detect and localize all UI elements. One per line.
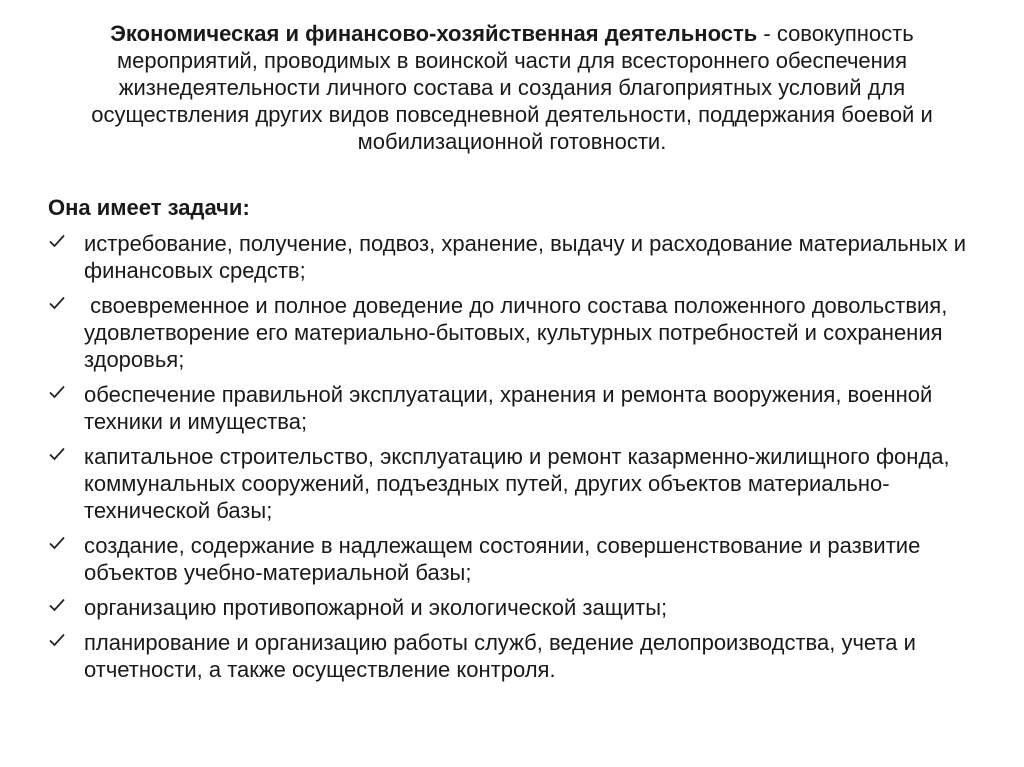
list-item xyxy=(48,443,968,524)
check-icon xyxy=(48,629,84,656)
task-text: обеспечение правильной эксплуатации, хранения и ремонта вооружения, военной техники и имущества; xyxy=(84,382,933,434)
list-item xyxy=(48,594,968,621)
list-item xyxy=(48,532,968,586)
check-icon xyxy=(48,532,84,559)
list-item xyxy=(48,292,968,373)
task-text: создание, содержание в надлежащем состоянии, совершенствование и развитие объектов учебно-материальной базы; xyxy=(84,533,921,585)
task-text: своевременное и полное доведение до личного состава положенного довольствия, удовлетворение его материально-бытовых, культурных потребностей и сохранения здоровья; xyxy=(84,293,954,372)
task-text: капитальное строительство, эксплуатацию и ремонт казарменно-жилищного фонда, коммунальных сооружений, подъездных путей, других объектов материально-технической базы; xyxy=(84,444,950,523)
check-icon xyxy=(48,381,84,408)
list-item xyxy=(48,629,968,683)
definition-dash: - xyxy=(757,21,777,46)
check-icon xyxy=(48,230,84,257)
task-text: организацию противопожарной и экологической защиты; xyxy=(84,595,668,620)
check-icon xyxy=(48,292,84,319)
check-icon xyxy=(48,443,84,470)
tasks-heading: Она имеет задачи: xyxy=(48,195,250,220)
task-text: истребование, получение, подвоз, хранение, выдачу и расходование материальных и финансовых средств; xyxy=(84,231,967,283)
definition-paragraph xyxy=(40,20,984,155)
task-list xyxy=(48,230,968,691)
check-icon xyxy=(48,594,84,621)
definition-term: Экономическая и финансово-хозяйственная деятельность xyxy=(110,21,758,46)
task-text: планирование и организацию работы служб, ведение делопроизводства, учета и отчетности, а также осуществление контроля. xyxy=(84,630,916,682)
definition-text: совокупность мероприятий, проводимых в воинской части для всестороннего обеспечения жизнедеятельности личного состава и создания благоприятных условий для осуществления других видов повседневной деятельности, поддержания боевой и мобилизационной готовности. xyxy=(91,21,933,154)
list-item xyxy=(48,381,968,435)
list-item xyxy=(48,230,968,284)
